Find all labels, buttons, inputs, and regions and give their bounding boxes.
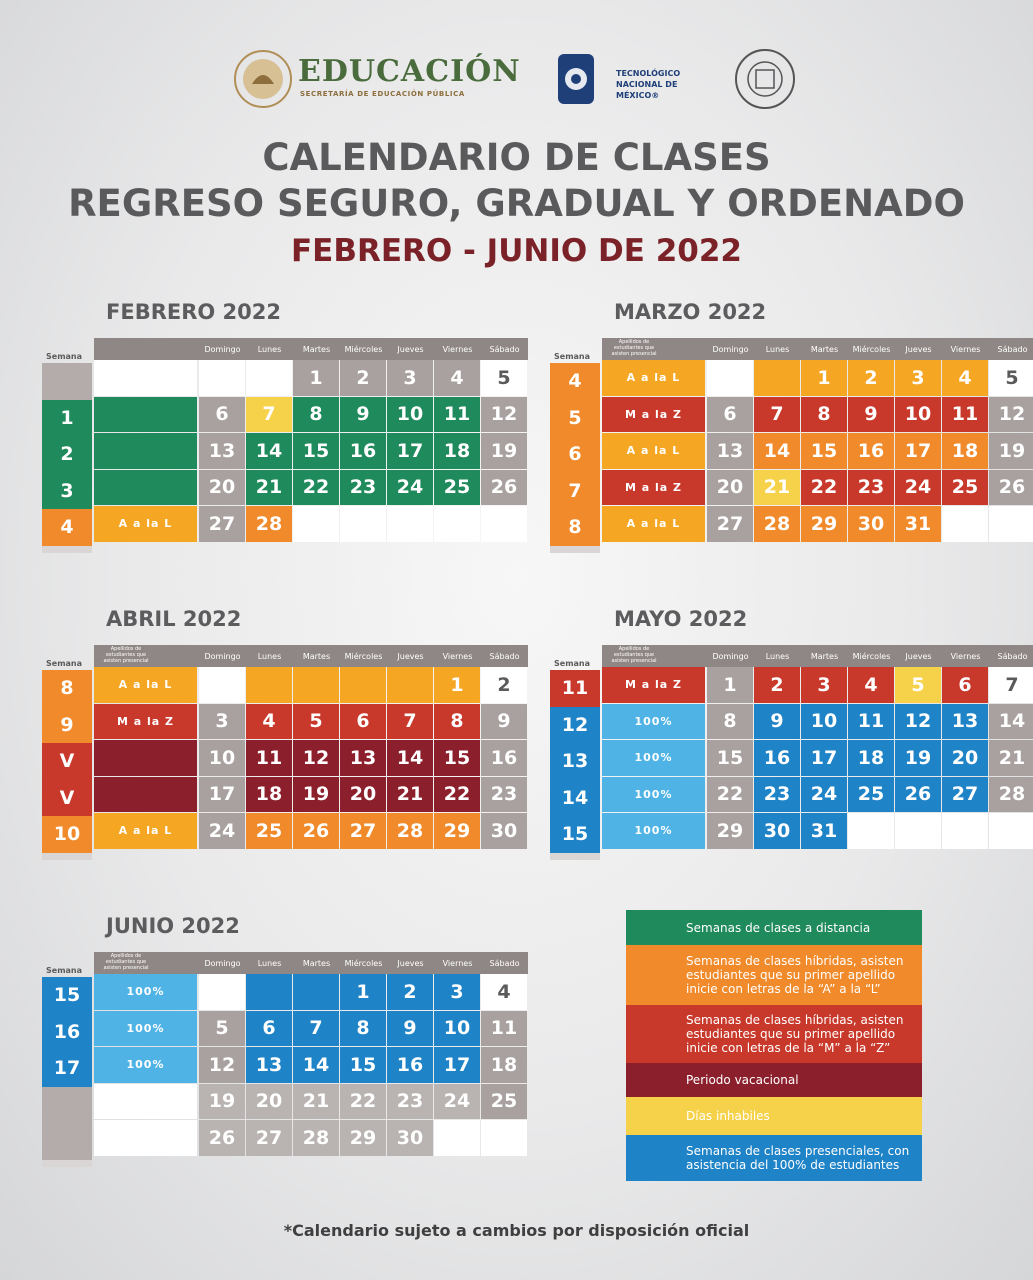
mexico-coat-of-arms-icon	[232, 48, 294, 110]
day-cell: 8	[707, 704, 753, 740]
day-cell: 7	[293, 1011, 339, 1047]
day-cell: 8	[801, 397, 847, 433]
day-cell: 1	[801, 360, 847, 396]
day-cell: 8	[434, 704, 480, 740]
day-cell: 29	[340, 1120, 386, 1156]
group-cell: M a la Z	[94, 704, 197, 740]
day-cell: 25	[942, 470, 988, 506]
day-cell: 16	[387, 1047, 433, 1083]
day-header: Jueves	[397, 344, 424, 354]
day-header: Miércoles	[344, 958, 383, 968]
day-cell: 3	[434, 974, 480, 1010]
day-cell: 4	[848, 667, 894, 703]
day-cell	[387, 667, 433, 703]
day-cell: 22	[707, 777, 753, 813]
week-number: 7	[550, 473, 600, 510]
day-cell: 2	[848, 360, 894, 396]
day-cell: 26	[293, 813, 339, 849]
day-cell: 7	[989, 667, 1033, 703]
day-cell: 30	[481, 813, 527, 849]
week-number: 17	[42, 1050, 92, 1087]
day-cell: 22	[434, 777, 480, 813]
day-cell	[387, 506, 433, 542]
day-cell: 16	[481, 740, 527, 776]
day-cell: 10	[199, 740, 245, 776]
day-cell: 4	[942, 360, 988, 396]
day-cell: 28	[387, 813, 433, 849]
month-title: MARZO 2022	[614, 300, 767, 324]
day-cell: 27	[199, 506, 245, 542]
day-cell: 17	[387, 433, 433, 469]
day-header: Sábado	[997, 344, 1028, 354]
day-header: Domingo	[712, 651, 749, 661]
legend-item: Semanas de clases híbridas, asisten estudiantes que su primer apellido inicie con letras de la “M” a la “Z”	[626, 1005, 922, 1063]
week-number: 3	[42, 473, 92, 510]
day-cell: 18	[434, 433, 480, 469]
day-cell: 22	[293, 470, 339, 506]
apellidos-label: Apellidos de estudiantes que asisten presencial	[611, 339, 657, 357]
day-cell: 15	[707, 740, 753, 776]
day-cell	[434, 1120, 480, 1156]
day-cell: 9	[848, 397, 894, 433]
day-cell: 8	[340, 1011, 386, 1047]
day-cell: 20	[942, 740, 988, 776]
day-cell	[246, 360, 292, 396]
day-header: Viernes	[950, 344, 981, 354]
day-cell: 14	[387, 740, 433, 776]
day-header: Domingo	[204, 651, 241, 661]
day-cell: 7	[246, 397, 292, 433]
tecnm-name: TECNOLÓGICO NACIONAL DE MÉXICO®	[616, 69, 681, 100]
week-number: 16	[42, 1014, 92, 1051]
sep-subtitle: SECRETARÍA DE EDUCACIÓN PÚBLICA	[300, 90, 465, 98]
day-header: Martes	[810, 651, 839, 661]
day-cell	[754, 360, 800, 396]
day-cell: 27	[707, 506, 753, 542]
day-header: Jueves	[905, 344, 932, 354]
group-cell	[94, 1120, 197, 1156]
day-cell: 2	[387, 974, 433, 1010]
day-cell: 28	[754, 506, 800, 542]
day-cell: 11	[246, 740, 292, 776]
day-cell: 20	[246, 1084, 292, 1120]
day-cell: 15	[434, 740, 480, 776]
day-cell: 6	[199, 397, 245, 433]
day-cell: 3	[895, 360, 941, 396]
day-cell: 14	[754, 433, 800, 469]
day-cell: 12	[989, 397, 1033, 433]
day-cell: 27	[340, 813, 386, 849]
day-cell	[895, 813, 941, 849]
day-cell	[199, 360, 245, 396]
day-cell: 24	[895, 470, 941, 506]
day-cell	[246, 667, 292, 703]
day-cell: 16	[340, 433, 386, 469]
day-cell: 3	[387, 360, 433, 396]
day-cell: 13	[707, 433, 753, 469]
day-cell: 9	[481, 704, 527, 740]
day-cell: 17	[895, 433, 941, 469]
footer-note: *Calendario sujeto a cambios por disposición oficial	[283, 1221, 750, 1240]
month-title: MAYO 2022	[614, 607, 748, 631]
day-cell: 20	[199, 470, 245, 506]
day-cell: 16	[848, 433, 894, 469]
day-cell	[942, 813, 988, 849]
day-cell: 18	[246, 777, 292, 813]
day-cell: 4	[481, 974, 527, 1010]
day-header: Lunes	[257, 958, 282, 968]
week-number: V	[42, 743, 92, 780]
day-cell: 10	[801, 704, 847, 740]
group-cell: 100%	[602, 704, 705, 740]
day-cell: 23	[848, 470, 894, 506]
day-cell: 19	[481, 433, 527, 469]
group-cell: 100%	[602, 813, 705, 849]
day-cell: 4	[434, 360, 480, 396]
day-cell: 8	[293, 397, 339, 433]
day-cell: 17	[801, 740, 847, 776]
day-header: Martes	[302, 958, 331, 968]
day-cell: 26	[989, 470, 1033, 506]
day-header: Viernes	[442, 344, 473, 354]
day-cell: 20	[707, 470, 753, 506]
day-cell: 13	[199, 433, 245, 469]
day-cell: 13	[942, 704, 988, 740]
day-header: Sábado	[489, 344, 520, 354]
day-header: Martes	[302, 344, 331, 354]
day-header: Viernes	[950, 651, 981, 661]
day-cell: 11	[434, 397, 480, 433]
group-cell: M a la Z	[602, 397, 705, 433]
week-number: 2	[42, 436, 92, 473]
day-cell: 23	[481, 777, 527, 813]
day-header: Martes	[302, 651, 331, 661]
day-cell: 4	[246, 704, 292, 740]
day-header: Viernes	[442, 958, 473, 968]
group-cell	[94, 777, 197, 813]
day-cell: 9	[387, 1011, 433, 1047]
day-cell: 7	[754, 397, 800, 433]
week-number: 15	[550, 816, 600, 853]
day-cell: 21	[293, 1084, 339, 1120]
month-title: ABRIL 2022	[106, 607, 242, 631]
day-header: Sábado	[489, 958, 520, 968]
day-cell: 12	[481, 397, 527, 433]
week-number: 8	[42, 670, 92, 707]
day-cell: 6	[340, 704, 386, 740]
semana-label: Semana	[554, 659, 591, 668]
day-cell: 22	[340, 1084, 386, 1120]
day-cell: 24	[387, 470, 433, 506]
day-cell: 21	[989, 740, 1033, 776]
day-cell: 15	[340, 1047, 386, 1083]
page-title: CALENDARIO DE CLASES	[262, 136, 771, 179]
day-cell: 6	[942, 667, 988, 703]
logo-bar	[0, 40, 1033, 120]
day-cell: 6	[246, 1011, 292, 1047]
group-cell: A a la L	[602, 433, 705, 469]
day-cell: 27	[246, 1120, 292, 1156]
day-cell	[340, 506, 386, 542]
group-cell: 100%	[602, 777, 705, 813]
day-cell	[293, 974, 339, 1010]
group-cell: A a la L	[602, 506, 705, 542]
week-number: 4	[550, 363, 600, 400]
day-cell	[707, 360, 753, 396]
day-header: Martes	[810, 344, 839, 354]
day-header: Jueves	[397, 651, 424, 661]
day-cell	[848, 813, 894, 849]
day-cell: 14	[989, 704, 1033, 740]
week-number: 4	[42, 509, 92, 546]
day-header: Viernes	[442, 651, 473, 661]
week-number: 1	[42, 400, 92, 437]
day-header: Lunes	[765, 651, 790, 661]
day-cell: 24	[199, 813, 245, 849]
day-cell: 9	[340, 397, 386, 433]
day-cell: 22	[801, 470, 847, 506]
group-cell: A a la L	[94, 667, 197, 703]
day-header: Miércoles	[852, 344, 891, 354]
week-number: 10	[42, 816, 92, 853]
group-cell: A a la L	[602, 360, 705, 396]
day-cell: 21	[387, 777, 433, 813]
page-subtitle: REGRESO SEGURO, GRADUAL Y ORDENADO	[68, 182, 965, 225]
day-cell: 26	[199, 1120, 245, 1156]
day-cell	[481, 506, 527, 542]
day-cell: 3	[199, 704, 245, 740]
apellidos-label: Apellidos de estudiantes que asisten presencial	[611, 646, 657, 664]
day-cell: 19	[293, 777, 339, 813]
day-header: Domingo	[712, 344, 749, 354]
day-header: Sábado	[489, 651, 520, 661]
week-number: 12	[550, 707, 600, 744]
instituto-tecnologico-seal-icon	[728, 46, 802, 112]
education-wordmark: EDUCACIÓN	[298, 54, 521, 89]
day-cell: 17	[434, 1047, 480, 1083]
day-header: Domingo	[204, 958, 241, 968]
day-cell: 21	[754, 470, 800, 506]
day-cell: 11	[848, 704, 894, 740]
week-number: 8	[550, 509, 600, 546]
day-header: Jueves	[397, 958, 424, 968]
day-cell: 28	[246, 506, 292, 542]
period-title: FEBRERO - JUNIO DE 2022	[290, 233, 742, 269]
legend-item: Periodo vacacional	[626, 1063, 922, 1097]
day-cell: 30	[387, 1120, 433, 1156]
day-cell: 1	[434, 667, 480, 703]
day-cell: 23	[340, 470, 386, 506]
day-header: Lunes	[765, 344, 790, 354]
day-cell: 25	[848, 777, 894, 813]
day-cell: 10	[387, 397, 433, 433]
day-cell: 12	[895, 704, 941, 740]
week-number	[42, 363, 92, 400]
day-cell: 31	[801, 813, 847, 849]
day-cell: 19	[895, 740, 941, 776]
day-cell: 26	[895, 777, 941, 813]
group-cell: M a la Z	[602, 470, 705, 506]
group-cell	[94, 397, 197, 433]
group-cell: A a la L	[94, 813, 197, 849]
day-cell: 18	[481, 1047, 527, 1083]
group-cell: 100%	[94, 974, 197, 1010]
day-cell: 2	[481, 667, 527, 703]
day-cell: 25	[246, 813, 292, 849]
day-cell: 29	[801, 506, 847, 542]
day-cell: 11	[942, 397, 988, 433]
day-cell	[246, 974, 292, 1010]
week-number: 13	[550, 743, 600, 780]
day-header: Domingo	[204, 344, 241, 354]
day-cell: 1	[340, 974, 386, 1010]
day-cell: 10	[895, 397, 941, 433]
apellidos-label: Apellidos de estudiantes que asisten presencial	[103, 646, 149, 664]
group-cell	[94, 740, 197, 776]
day-cell: 5	[199, 1011, 245, 1047]
apellidos-label: Apellidos de estudiantes que asisten presencial	[103, 953, 149, 971]
day-header: Lunes	[257, 651, 282, 661]
day-cell: 5	[481, 360, 527, 396]
day-cell: 5	[293, 704, 339, 740]
day-cell: 12	[199, 1047, 245, 1083]
day-cell: 28	[293, 1120, 339, 1156]
day-cell: 12	[293, 740, 339, 776]
day-cell	[989, 506, 1033, 542]
day-cell: 19	[199, 1084, 245, 1120]
day-cell: 14	[293, 1047, 339, 1083]
day-cell: 15	[801, 433, 847, 469]
semana-label: Semana	[46, 352, 83, 361]
day-header: Sábado	[997, 651, 1028, 661]
day-cell	[942, 506, 988, 542]
day-cell: 29	[707, 813, 753, 849]
day-cell	[199, 667, 245, 703]
group-cell: 100%	[602, 740, 705, 776]
day-cell: 18	[942, 433, 988, 469]
legend-item: Semanas de clases presenciales, con asistencia del 100% de estudiantes	[626, 1135, 922, 1181]
day-header: Miércoles	[344, 344, 383, 354]
day-cell: 20	[340, 777, 386, 813]
day-cell: 21	[246, 470, 292, 506]
group-cell: 100%	[94, 1047, 197, 1083]
day-cell: 18	[848, 740, 894, 776]
group-cell: A a la L	[94, 506, 197, 542]
day-cell: 5	[989, 360, 1033, 396]
day-cell	[293, 506, 339, 542]
day-cell: 1	[293, 360, 339, 396]
day-cell: 2	[340, 360, 386, 396]
group-cell: 100%	[94, 1011, 197, 1047]
day-cell: 10	[434, 1011, 480, 1047]
group-cell	[94, 360, 197, 396]
semana-label: Semana	[46, 966, 83, 975]
day-cell: 16	[754, 740, 800, 776]
week-number: 11	[550, 670, 600, 707]
week-number: 9	[42, 707, 92, 744]
group-cell	[94, 470, 197, 506]
week-number: 6	[550, 436, 600, 473]
day-cell: 24	[434, 1084, 480, 1120]
day-cell: 15	[293, 433, 339, 469]
day-header: Miércoles	[852, 651, 891, 661]
day-cell: 25	[434, 470, 480, 506]
week-number: 14	[550, 780, 600, 817]
semana-label: Semana	[46, 659, 83, 668]
day-cell: 1	[707, 667, 753, 703]
group-cell: M a la Z	[602, 667, 705, 703]
semana-label: Semana	[554, 352, 591, 361]
day-cell: 7	[387, 704, 433, 740]
week-number	[42, 1087, 92, 1124]
day-cell: 30	[848, 506, 894, 542]
day-cell: 29	[434, 813, 480, 849]
day-cell: 13	[246, 1047, 292, 1083]
day-cell	[434, 506, 480, 542]
legend-item: Semanas de clases híbridas, asisten estudiantes que su primer apellido inicie con letras de la “A” a la “L”	[626, 945, 922, 1005]
day-cell: 17	[199, 777, 245, 813]
day-cell: 28	[989, 777, 1033, 813]
day-cell: 14	[246, 433, 292, 469]
day-cell	[340, 667, 386, 703]
month-title: FEBRERO 2022	[106, 300, 281, 324]
tecnm-logo-icon	[554, 50, 598, 108]
day-cell: 27	[942, 777, 988, 813]
month-title: JUNIO 2022	[106, 914, 240, 938]
day-cell	[199, 974, 245, 1010]
day-header: Lunes	[257, 344, 282, 354]
day-cell	[481, 1120, 527, 1156]
day-cell: 13	[340, 740, 386, 776]
group-cell	[94, 433, 197, 469]
day-header: Miércoles	[344, 651, 383, 661]
day-cell: 26	[481, 470, 527, 506]
day-cell: 11	[481, 1011, 527, 1047]
group-cell	[94, 1084, 197, 1120]
legend-item: Semanas de clases a distancia	[626, 910, 922, 945]
day-cell: 25	[481, 1084, 527, 1120]
day-header: Jueves	[905, 651, 932, 661]
day-cell	[989, 813, 1033, 849]
day-cell	[293, 667, 339, 703]
legend-item: Días inhabiles	[626, 1097, 922, 1135]
day-cell: 3	[801, 667, 847, 703]
day-cell: 2	[754, 667, 800, 703]
day-cell: 30	[754, 813, 800, 849]
day-cell: 19	[989, 433, 1033, 469]
day-cell: 6	[707, 397, 753, 433]
day-cell: 5	[895, 667, 941, 703]
week-number: 15	[42, 977, 92, 1014]
week-number: 5	[550, 400, 600, 437]
day-cell: 9	[754, 704, 800, 740]
week-number	[42, 1123, 92, 1160]
day-cell: 24	[801, 777, 847, 813]
week-number: V	[42, 780, 92, 817]
day-cell: 23	[754, 777, 800, 813]
day-cell: 31	[895, 506, 941, 542]
day-cell: 23	[387, 1084, 433, 1120]
